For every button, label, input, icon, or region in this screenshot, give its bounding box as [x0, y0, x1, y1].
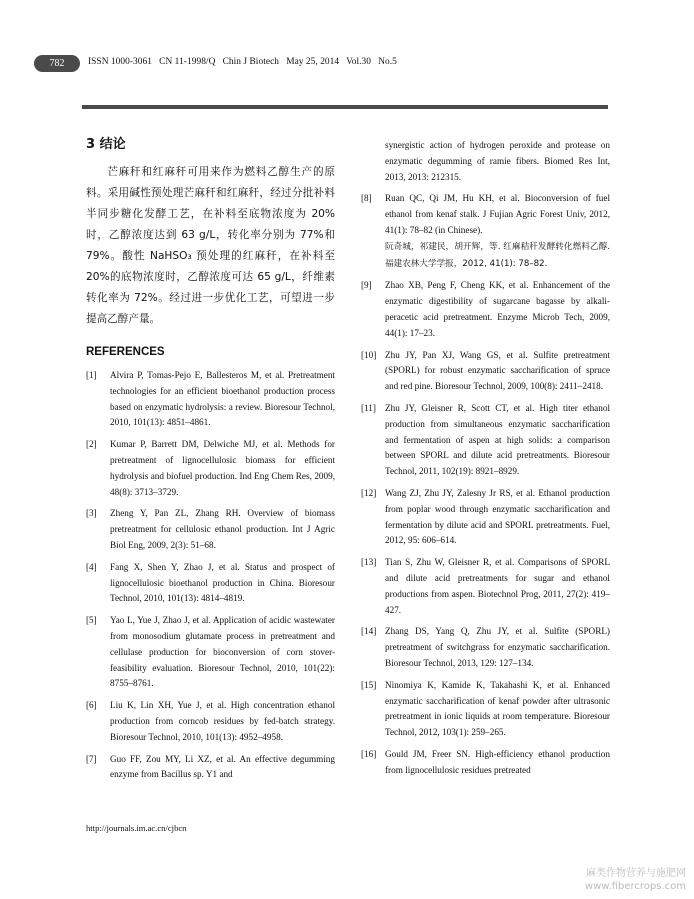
- reference-number: [11]: [361, 402, 376, 413]
- reference-text: Kumar P, Barrett DM, Delwiche MJ, et al. Methods for pretreatment of lignocellulosic biomass for efficient hydrolysis and biofuel production. Ind Eng Chem Res, 2009, 48(8): 3713–3729.: [110, 439, 335, 497]
- reference-item: [86, 613, 335, 692]
- reference-number: [16]: [361, 748, 377, 759]
- left-reference-list: [86, 368, 335, 783]
- reference-number: [12]: [361, 487, 377, 498]
- reference-item: [361, 678, 610, 741]
- reference-number: [6]: [86, 700, 97, 711]
- page-number: 782: [34, 55, 80, 72]
- reference-text: Zhang DS, Yang Q, Zhu JY, et al. Sulfite (SPORL) pretreatment of switchgrass for enzymatic saccharification. Bioresour Technol, 2013, 129: 127–134.: [385, 626, 610, 668]
- reference-number: [15]: [361, 679, 377, 690]
- reference-text: Liu K, Lin XH, Yue J, et al. High concentration ethanol production from corncob residues by fed-batch strategy. Bioresour Technol, 2010, 101(13): 4952–4958.: [110, 700, 335, 742]
- reference-text: Zhu JY, Gleisner R, Scott CT, et al. High titer ethanol production from simultaneous enzymatic saccharification and fermentation of aspen at high solids: a comparison between SPORL and dilute acid pretreatments. Bioresour Technol, 2011, 102(19): 8921–8929.: [385, 402, 610, 477]
- reference-item: [86, 437, 335, 500]
- reference-continuation: synergistic action of hydrogen peroxide and protease on enzymatic degumming of ramie fibers. Biomed Res Int, 2013, 2013: 212315.: [385, 140, 610, 182]
- reference-text: [385, 191, 610, 272]
- footer-url[interactable]: http://journals.im.ac.cn/cjbcn: [86, 823, 187, 833]
- right-reference-list: [361, 278, 610, 778]
- references-heading: REFERENCES: [86, 346, 165, 358]
- reference-item: [361, 486, 610, 549]
- reference-text: Zhao XB, Peng F, Cheng KK, et al. Enhancement of the enzymatic digestibility of sugarcane bagasse by alkali-peracetic acid pretreatment. Enzyme Microb Tech, 2009, 44(1): 17–23.: [385, 280, 610, 338]
- reference-text: Fang X, Shen Y, Zhao J, et al. Status and prospect of lignocellulosic bioethanol production in China. Bioresour Technol, 2010, 101(13): 4814–4819.: [110, 561, 335, 604]
- reference-item: [86, 698, 335, 745]
- watermark-text: 麻类作物营养与施肥网: [586, 868, 686, 879]
- header-divider: [82, 105, 608, 109]
- reference-text: Ninomiya K, Kamide K, Takahashi K, et al. Enhanced enzymatic saccharification of kenaf powder after ultrasonic pretreatment in ionic liquids at room temperature. Bioresour Technol, 2012, 103(1): 259–265.: [385, 679, 610, 738]
- reference-english: Ruan QC, Qi JM, Hu KH, et al. Bioconversion of fuel ethanol from kenaf stalk. J Fujian Agric Forest Univ, 2012, 41(1): 78–82 (in Chinese).: [385, 193, 610, 235]
- reference-item: [361, 624, 610, 671]
- reference-number: [10]: [361, 349, 377, 360]
- reference-number: [7]: [86, 753, 97, 764]
- reference-chinese: 阮奇城，祁建民，胡开辉，等. 红麻秸秆发酵转化燃料乙醇. 福建农林大学学报，2012, 41(1): 78–82.: [385, 241, 610, 269]
- reference-number: [8]: [361, 193, 372, 204]
- reference-item: [361, 348, 610, 395]
- reference-item: [86, 752, 335, 784]
- reference-text: Wang ZJ, Zhu JY, Zalesny Jr RS, et al. Ethanol production from poplar wood through enzymatic saccharification and fermentation by dilute acid and SPORL pretreatments. Fuel, 2012, 95: 606–614.: [385, 487, 610, 546]
- reference-item: [86, 560, 335, 607]
- right-column: [361, 138, 610, 784]
- reference-number: [4]: [86, 561, 97, 572]
- reference-item: [361, 401, 610, 480]
- journal-header: ISSN 1000-3061 CN 11-1998/Q Chin J Biotech May 25, 2014 Vol.30 No.5: [88, 57, 397, 67]
- reference-text: Yao L, Yue J, Zhao J, et al. Application of acidic wastewater from monosodium glutamate process in pretreatment and cellulase production for bioconversion of corn stover-feasibility evaluation. Bioresour Technol, 2010, 101(22): 8755–8761.: [110, 615, 335, 689]
- reference-number: [1]: [86, 370, 97, 380]
- left-column: [86, 133, 335, 789]
- watermark-url: www.fibercrops.com: [584, 881, 686, 892]
- reference-item: [86, 368, 335, 431]
- reference-number: [9]: [361, 280, 372, 291]
- reference-text: Zhu JY, Pan XJ, Wang GS, et al. Sulfite pretreatment (SPORL) for robust enzymatic saccharification of spruce and red pine. Bioresour Technol, 2009, 100(8): 2411–2418.: [385, 349, 610, 392]
- reference-text: Guo FF, Zou MY, Li XZ, et al. An effective degumming enzyme from Bacillus sp. Y1 and: [110, 753, 335, 780]
- reference-text: Tian S, Zhu W, Gleisner R, et al. Comparisons of SPORL and dilute acid pretreatments for sugar and ethanol productions from aspen. Biotechnol Prog, 2011, 27(2): 419–427.: [385, 557, 610, 615]
- reference-item: [86, 506, 335, 553]
- reference-number: [5]: [86, 615, 97, 626]
- reference-item: [361, 747, 610, 779]
- reference-item: [361, 278, 610, 341]
- reference-item-8: [361, 191, 610, 272]
- section-title: 3 结论: [86, 137, 126, 152]
- reference-number: [3]: [86, 508, 97, 519]
- reference-number: [14]: [361, 626, 377, 637]
- reference-number: [2]: [86, 439, 97, 450]
- reference-text: Zheng Y, Pan ZL, Zhang RH. Overview of biomass pretreatment for cellulosic ethanol production. Int J Agric Biol Eng, 2009, 2(3): 51–68.: [110, 508, 335, 550]
- section-body: 芒麻秆和红麻秆可用来作为燃料乙醇生产的原料。采用碱性预处理芒麻秆和红麻秆，经过分批补料半同步糖化发酵工艺，在补料至底物浓度为 20%时，乙醇浓度达到 63 g/L，转化率分别为 77%和 79%。酸性 NaHSO₃ 预处理的红麻秆，在补料至 20%的底物浓度时，乙醇浓度可达 65 g/L，纤维素转化率为 72%。经过进一步优化工艺，可望进一步提高乙醇产量。: [86, 166, 335, 325]
- reference-text: Alvira P, Tomas-Pejo E, Ballesteros M, et al. Pretreatment technologies for an efficient bioethanol production process based on enzymatic hydrolysis: a review. Bioresour Technol, 2010, 101(13): 4851–4861.: [110, 370, 335, 428]
- watermark: [585, 867, 686, 893]
- reference-text: Gould JM, Freer SN. High-efficiency ethanol production from lignocellulosic residues pretreated: [385, 748, 610, 775]
- reference-item: [361, 555, 610, 618]
- reference-number: [13]: [361, 557, 377, 568]
